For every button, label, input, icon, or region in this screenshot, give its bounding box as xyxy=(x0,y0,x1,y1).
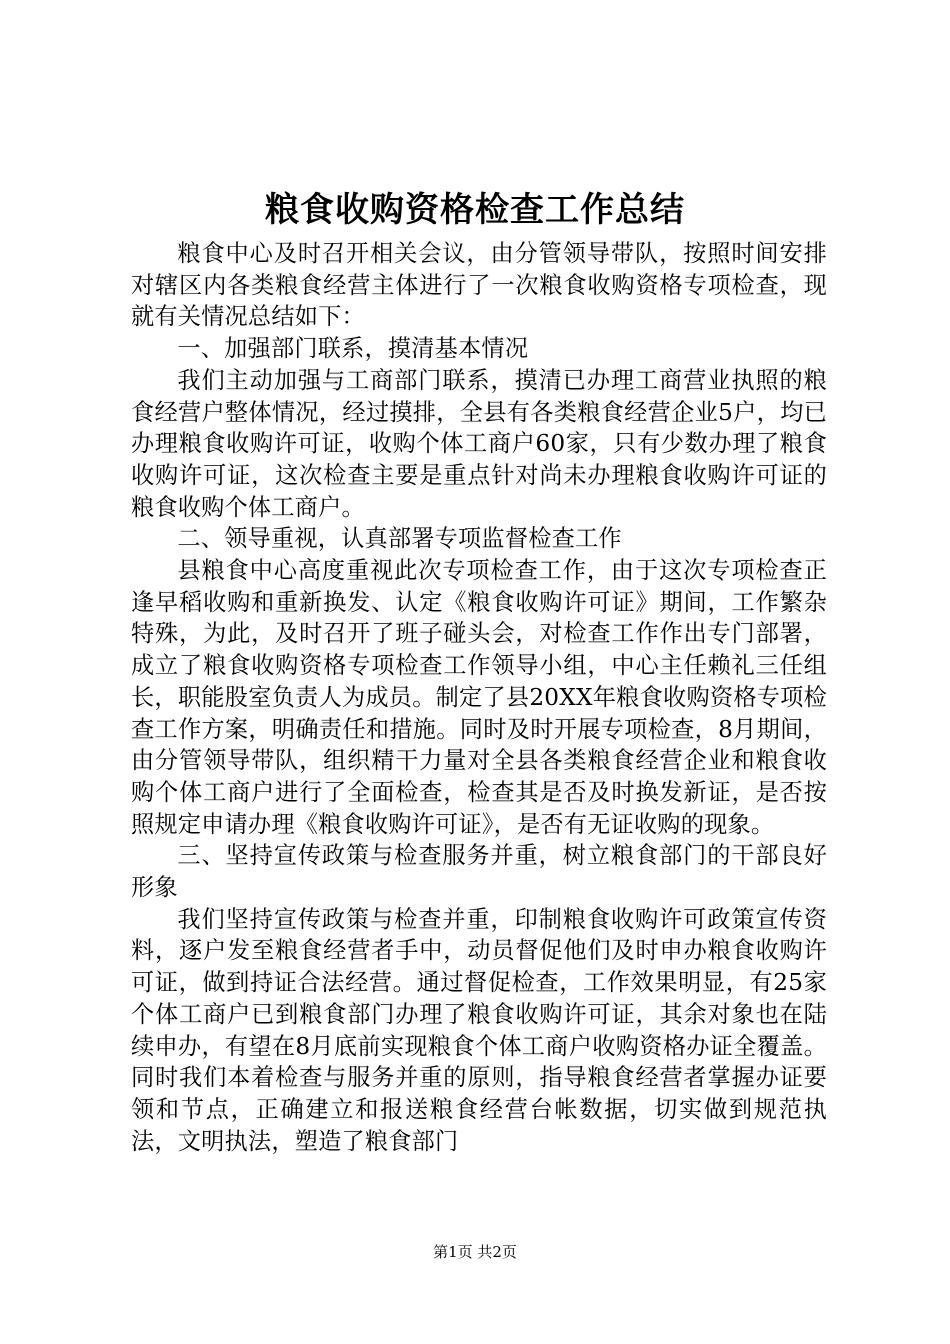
page-number-footer: 第1页 共2页 xyxy=(433,1243,517,1261)
section-2-paragraph: 县粮食中心高度重视此次专项检查工作，由于这次专项检查正逢早稻收购和重新换发、认定《粮食收购许可证》期间，工作繁杂特殊，为此，及时召开了班子碰头会，对检查工作作出专门部署，成立了粮食收购资格专项检查工作领导小组，中心主任赖礼三任组长，职能股室负责人为成员。制定了县20XX年粮食收购资格专项检查工作方案，明确责任和措施。同时及时开展专项检查，8月期间，由分管领导带队，组织精干力量对全县各类粮食经营企业和粮食收购个体工商户进行了全面检查，检查其是否及时换发新证，是否按照规定申请办理《粮食收购许可证》，是否有无证收购的现象。 xyxy=(131,557,827,838)
section-1-paragraph: 我们主动加强与工商部门联系，摸清已办理工商营业执照的粮食经营户整体情况，经过摸排，全县有各类粮食经营企业5户，均已办理粮食收购许可证，收购个体工商户60家，只有少数办理了粮食收购许可证，这次检查主要是重点针对尚未办理粮食收购许可证的粮食收购个体工商户。 xyxy=(131,366,827,521)
section-heading-3: 三、坚持宣传政策与检查服务并重，树立粮食部门的干部良好形象 xyxy=(131,842,827,902)
section-heading-1: 一、加强部门联系，摸清基本情况 xyxy=(177,335,529,363)
document-title: 粮食收购资格检查工作总结 xyxy=(265,190,685,230)
document-body xyxy=(131,238,827,1157)
section-3-paragraph: 我们坚持宣传政策与检查并重，印制粮食收购许可政策宣传资料，逐户发至粮食经营者手中，动员督促他们及时申办粮食收购许可证，做到持证合法经营。通过督促检查，工作效果明显，有25家个体工商户已到粮食部门办理了粮食收购许可证，其余对象也在陆续申办，有望在8月底前实现粮食个体工商户收购资格办证全覆盖。同时我们本着检查与服务并重的原则，指导粮食经营者掌握办证要领和节点，正确建立和报送粮食经营台帐数据，切实做到规范执法，文明执法，塑造了粮食部门 xyxy=(131,905,827,1155)
intro-paragraph: 粮食中心及时召开相关会议，由分管领导带队，按照时间安排对辖区内各类粮食经营主体进行了一次粮食收购资格专项检查，现就有关情况总结如下： xyxy=(131,240,827,331)
section-heading-2: 二、领导重视，认真部署专项监督检查工作 xyxy=(177,525,622,553)
